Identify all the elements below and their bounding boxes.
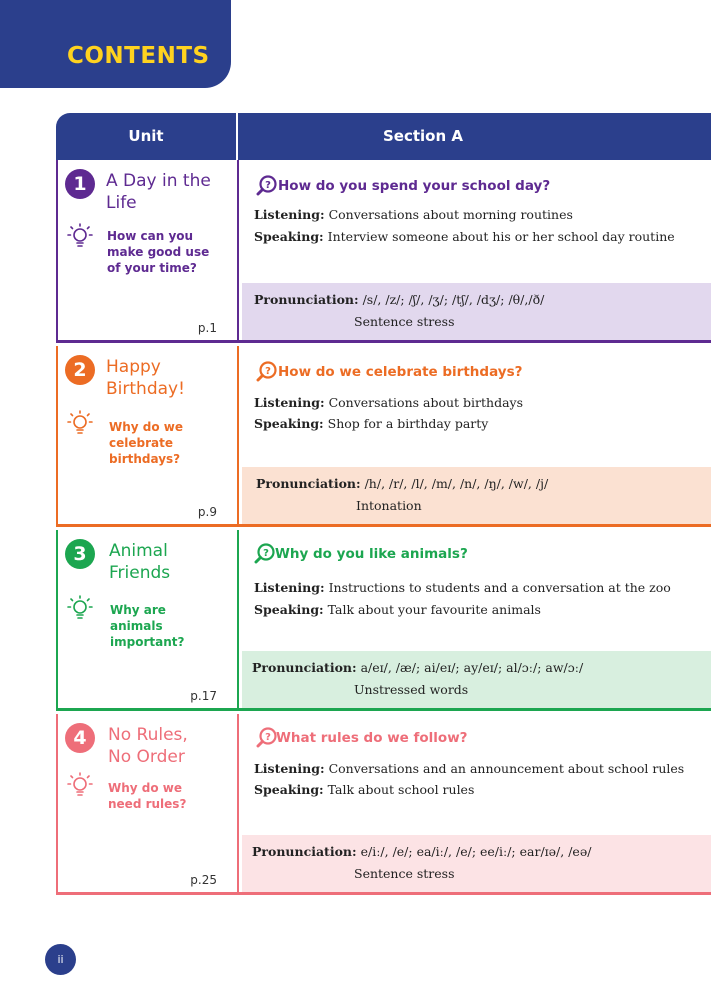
unit-title	[106, 356, 236, 400]
listening-line	[254, 207, 573, 222]
speaking-label: Speaking:	[254, 602, 324, 617]
pronunciation-line	[252, 844, 591, 859]
pronunciation-label: Pronunciation:	[254, 292, 359, 307]
unit-number-badge: 3	[65, 539, 95, 569]
unit-divider	[56, 892, 711, 895]
lightbulb-icon	[66, 409, 94, 437]
listening-label: Listening:	[254, 207, 325, 222]
unit-question-line: How can you	[107, 229, 194, 243]
section-a-cell	[242, 160, 711, 283]
section-a-cell	[242, 714, 711, 835]
section-a-cell	[242, 530, 711, 651]
table-header	[56, 113, 711, 160]
unit-title-line: Life	[106, 193, 137, 213]
unit-row-3[interactable]	[56, 530, 711, 711]
lightbulb-icon	[66, 222, 94, 250]
pronunciation-line	[256, 476, 548, 491]
magnifier-question-icon	[256, 360, 278, 382]
unit-title	[108, 724, 238, 768]
unit-question-line: make good use	[107, 245, 210, 259]
pronunciation-sounds: /s/, /z/; /ʃ/, /ʒ/; /tʃ/, /dʒ/; /θ/,/ð/	[362, 292, 545, 307]
page-reference[interactable]: p.9	[197, 505, 217, 519]
unit-question-line: of your time?	[107, 261, 197, 275]
listening-text: Conversations about morning routines	[328, 207, 573, 222]
speaking-label: Speaking:	[254, 229, 324, 244]
unit-question	[109, 419, 237, 467]
unit-row-2[interactable]	[56, 346, 711, 527]
magnifier-question-icon	[256, 174, 278, 196]
page-reference[interactable]: p.25	[190, 873, 217, 887]
listening-line	[254, 761, 684, 776]
unit-cell	[56, 160, 239, 343]
unit-divider	[56, 524, 711, 527]
speaking-text: Talk about school rules	[327, 782, 475, 797]
unit-cell	[56, 346, 239, 527]
unit-question-line: Why do we	[108, 781, 183, 795]
section-a-cell	[242, 346, 711, 467]
unit-title-line: A Day in the	[106, 171, 211, 191]
unit-number-badge: 2	[65, 355, 95, 385]
unit-number-badge: 4	[65, 723, 95, 753]
speaking-line	[254, 782, 474, 797]
listening-line	[254, 580, 671, 595]
lightbulb-icon	[66, 594, 94, 622]
pronunciation-box	[242, 651, 711, 708]
pronunciation-box	[242, 283, 711, 340]
magnifier-question-icon	[256, 726, 278, 748]
page-reference[interactable]: p.1	[197, 321, 217, 335]
pronunciation-label: Pronunciation:	[256, 476, 361, 491]
speaking-text: Interview someone about his or her school day routine	[327, 229, 675, 244]
section-question: How do you spend your school day?	[278, 178, 551, 194]
speaking-text: Talk about your favourite animals	[327, 602, 541, 617]
unit-question-line: celebrate	[109, 436, 173, 450]
pronunciation-sounds: a/eɪ/, /æ/; ai/eɪ/; ay/eɪ/; al/ɔː/; aw/ɔː/	[360, 660, 584, 675]
pronunciation-sub: Unstressed words	[354, 682, 469, 697]
unit-question-line: Why do we	[109, 420, 184, 434]
pronunciation-label: Pronunciation:	[252, 660, 357, 675]
unit-question-line: Why are	[110, 603, 166, 617]
unit-divider	[56, 708, 711, 711]
unit-question	[110, 602, 238, 650]
page-title: CONTENTS	[67, 43, 210, 69]
pronunciation-sub: Sentence stress	[354, 866, 455, 881]
pronunciation-sub: Intonation	[356, 498, 422, 513]
unit-number-badge: 1	[65, 169, 95, 199]
unit-title-line: Birthday!	[106, 379, 185, 399]
section-question: Why do you like animals?	[275, 546, 468, 562]
listening-label: Listening:	[254, 580, 325, 595]
page-reference[interactable]: p.17	[190, 689, 217, 703]
listening-text: Conversations about birthdays	[328, 395, 524, 410]
lightbulb-icon	[66, 771, 94, 799]
svg-text:?: ?	[265, 732, 271, 743]
speaking-label: Speaking:	[254, 416, 324, 431]
svg-text:?: ?	[265, 366, 271, 377]
unit-title-line: Animal	[109, 541, 168, 561]
speaking-label: Speaking:	[254, 782, 324, 797]
unit-row-1[interactable]	[56, 160, 711, 343]
pronunciation-line	[254, 292, 544, 307]
unit-title	[109, 540, 239, 584]
unit-row-4[interactable]	[56, 714, 711, 895]
unit-title-line: Happy	[106, 357, 161, 377]
unit-question-line: birthdays?	[109, 452, 181, 466]
unit-question-line: important?	[110, 635, 185, 649]
pronunciation-box	[242, 835, 711, 892]
page-number-badge: ii	[45, 944, 76, 975]
unit-question-line: need rules?	[108, 797, 187, 811]
unit-title	[106, 170, 236, 214]
listening-label: Listening:	[254, 761, 325, 776]
pronunciation-line	[252, 660, 583, 675]
section-question: How do we celebrate birthdays?	[278, 364, 523, 380]
column-header-section: Section A	[383, 127, 463, 145]
svg-text:?: ?	[265, 180, 271, 191]
svg-text:?: ?	[263, 548, 269, 559]
unit-question	[108, 780, 236, 812]
unit-cell	[56, 530, 239, 711]
unit-question-line: animals	[110, 619, 163, 633]
speaking-line	[254, 416, 488, 431]
speaking-text: Shop for a birthday party	[327, 416, 489, 431]
unit-divider	[56, 340, 711, 343]
pronunciation-sub: Sentence stress	[354, 314, 455, 329]
speaking-line	[254, 602, 541, 617]
listening-line	[254, 395, 523, 410]
speaking-line	[254, 229, 675, 244]
pronunciation-sounds: /h/, /r/, /l/, /m/, /n/, /ŋ/, /w/, /j/	[364, 476, 549, 491]
magnifier-question-icon	[254, 542, 276, 564]
unit-cell	[56, 714, 239, 895]
pronunciation-sounds: e/iː/, /e/; ea/iː/, /e/; ee/iː/; ear/ɪə/, /eə/	[360, 844, 592, 859]
pronunciation-label: Pronunciation:	[252, 844, 357, 859]
column-header-unit: Unit	[128, 127, 164, 145]
listening-text: Instructions to students and a conversation at the zoo	[328, 580, 671, 595]
section-question: What rules do we follow?	[276, 730, 468, 746]
unit-question	[107, 228, 235, 276]
pronunciation-box	[242, 467, 711, 524]
listening-text: Conversations and an announcement about school rules	[328, 761, 685, 776]
listening-label: Listening:	[254, 395, 325, 410]
unit-title-line: No Order	[108, 747, 185, 767]
unit-title-line: Friends	[109, 563, 171, 583]
unit-title-line: No Rules,	[108, 725, 188, 745]
